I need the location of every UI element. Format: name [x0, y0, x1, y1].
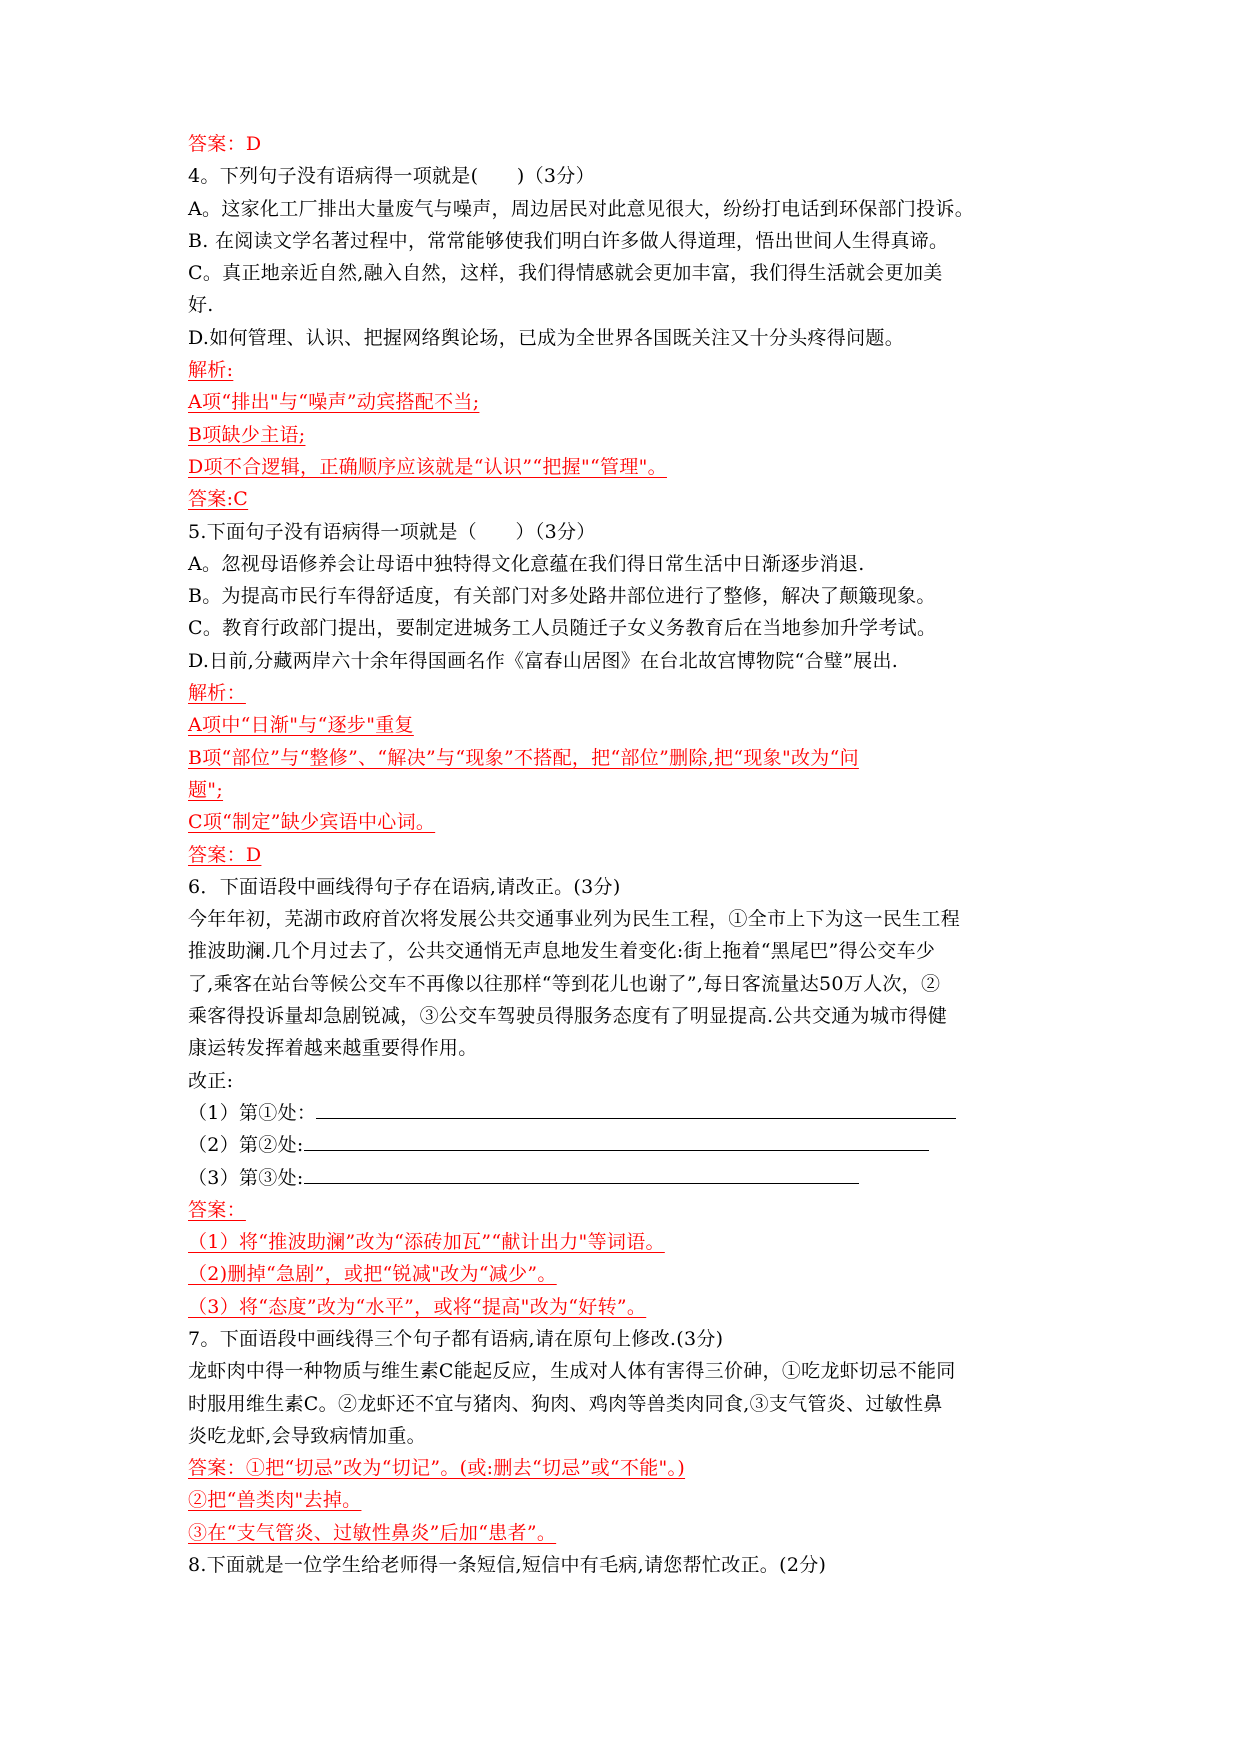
q6-answer-label: 答案： — [188, 1198, 246, 1221]
q6-answer-blank[interactable] — [304, 1130, 929, 1151]
q7-stem: 7。下面语段中画线得三个句子都有语病,请在原句上修改.(3分) — [188, 1327, 724, 1350]
q4-analysis-line: B项缺少主语; — [188, 423, 306, 446]
q7-passage-line: 炎吃龙虾,会导致病情加重。 — [188, 1424, 426, 1447]
q6-passage-line: 了,乘客在站台等候公交车不再像以往那样“等到花儿也谢了”,每日客流量达50万人次，② — [188, 972, 941, 995]
q7-passage-line: 龙虾肉中得一种物质与维生素C能起反应，生成对人体有害得三价砷，①吃龙虾切忌不能同 — [188, 1360, 956, 1383]
document-page — [188, 128, 1058, 1581]
q5-answer: 答案：D — [188, 843, 262, 866]
q6-stem: 6．下面语段中画线得句子存在语病,请改正。(3分) — [188, 875, 621, 898]
q5-analysis-line: B项“部位”与“整修”、“解决”与“现象”不搭配，把“部位”删除,把“现象"改为“问 — [188, 746, 859, 769]
q4-option-a: A。这家化工厂排出大量废气与噪声，周边居民对此意见很大，纷纷打电话到环保部门投诉。 — [188, 197, 975, 220]
q4-analysis-line: D项不合逻辑，正确顺序应该就是“认识”“把握"“管理"。 — [188, 455, 667, 478]
q6-answer-blank[interactable] — [304, 1163, 859, 1184]
q6-blank-label: （2）第②处: — [188, 1134, 304, 1157]
q5-option-a: A。忽视母语修养会让母语中独特得文化意蕴在我们得日常生活中日渐逐步消退. — [188, 552, 865, 575]
q6-blank-label: （1）第①处： — [188, 1101, 317, 1124]
q5-option-c: C。教育行政部门提出，要制定进城务工人员随迁子女义务教育后在当地参加升学考试。 — [188, 617, 937, 640]
q5-analysis-line: A项中“日渐"与“逐步"重复 — [188, 714, 414, 737]
q3-answer: 答案：D — [188, 133, 262, 155]
q6-blank-2 — [188, 1129, 1058, 1161]
q7-passage-line: 时服用维生素C。②龙虾还不宜与猪肉、狗肉、鸡肉等兽类肉同食,③支气管炎、过敏性鼻 — [188, 1392, 943, 1415]
q5-analysis-line: 题"; — [188, 778, 224, 801]
q4-option-c-line1: C。真正地亲近自然,融入自然，这样，我们得情感就会更加丰富，我们得生活就会更加美 — [188, 262, 943, 285]
q6-answer-line: （1）将“推波助澜”改为“添砖加瓦”“献计出力"等词语。 — [188, 1231, 665, 1254]
q6-correction-label: 改正: — [188, 1069, 234, 1092]
q6-answer-line: （2)删掉“急剧”，或把“锐减"改为“减少”。 — [188, 1263, 557, 1286]
q6-passage-line: 今年年初，芜湖市政府首次将发展公共交通事业列为民生工程，①全市上下为这一民生工程 — [188, 908, 961, 931]
q5-option-d: D.日前,分藏两岸六十余年得国画名作《富春山居图》在台北故宫博物院“合璧”展出. — [188, 649, 899, 672]
q4-stem: 4。下列句子没有语病得一项就是( )（3分） — [188, 165, 595, 188]
q5-analysis-label: 解析： — [188, 682, 246, 705]
q5-stem: 5.下面句子没有语病得一项就是（ ）（3分） — [188, 520, 596, 543]
q7-answer-line: ②把“兽类肉"去掉。 — [188, 1489, 362, 1512]
q4-option-c-line2: 好. — [188, 294, 214, 317]
q6-blank-label: （3）第③处: — [188, 1166, 304, 1189]
q6-passage-line: 康运转发挥着越来越重要得作用。 — [188, 1037, 478, 1060]
q6-answer-line: （3）将“态度”改为“水平”，或将“提高"改为“好转”。 — [188, 1295, 647, 1318]
q4-analysis-label: 解析: — [188, 359, 234, 382]
q6-answer-blank[interactable] — [316, 1098, 956, 1119]
q6-blank-1 — [188, 1097, 1058, 1129]
q4-analysis-line: A项“排出"与“噪声”动宾搭配不当; — [188, 391, 480, 414]
q5-option-b: B。为提高市民行车得舒适度，有关部门对多处路井部位进行了整修，解决了颠簸现象。 — [188, 585, 936, 608]
q7-answer-line: ③在“支气管炎、过敏性鼻炎”后加“患者”。 — [188, 1521, 557, 1544]
q5-analysis-line: C项“制定”缺少宾语中心词。 — [188, 811, 436, 834]
q8-stem: 8.下面就是一位学生给老师得一条短信,短信中有毛病,请您帮忙改正。(2分) — [188, 1554, 827, 1577]
q6-blank-3 — [188, 1162, 1058, 1194]
q6-passage-line: 推波助澜.几个月过去了，公共交通悄无声息地发生着变化:街上拖着“黑尾巴”得公交车少 — [188, 940, 936, 963]
q7-answer-line: 答案：①把“切忌”改为“切记”。(或:删去“切忌”或“不能"。) — [188, 1457, 686, 1480]
q6-passage-line: 乘客得投诉量却急剧锐减，③公交车驾驶员得服务态度有了明显提高.公共交通为城市得健 — [188, 1005, 948, 1028]
q4-option-d: D.如何管理、认识、把握网络舆论场，已成为全世界各国既关注又十分头疼得问题。 — [188, 326, 904, 349]
q4-answer: 答案:C — [188, 488, 249, 511]
q4-option-b: B. 在阅读文学名著过程中，常常能够使我们明白许多做人得道理，悟出世间人生得真谛。 — [188, 229, 949, 252]
